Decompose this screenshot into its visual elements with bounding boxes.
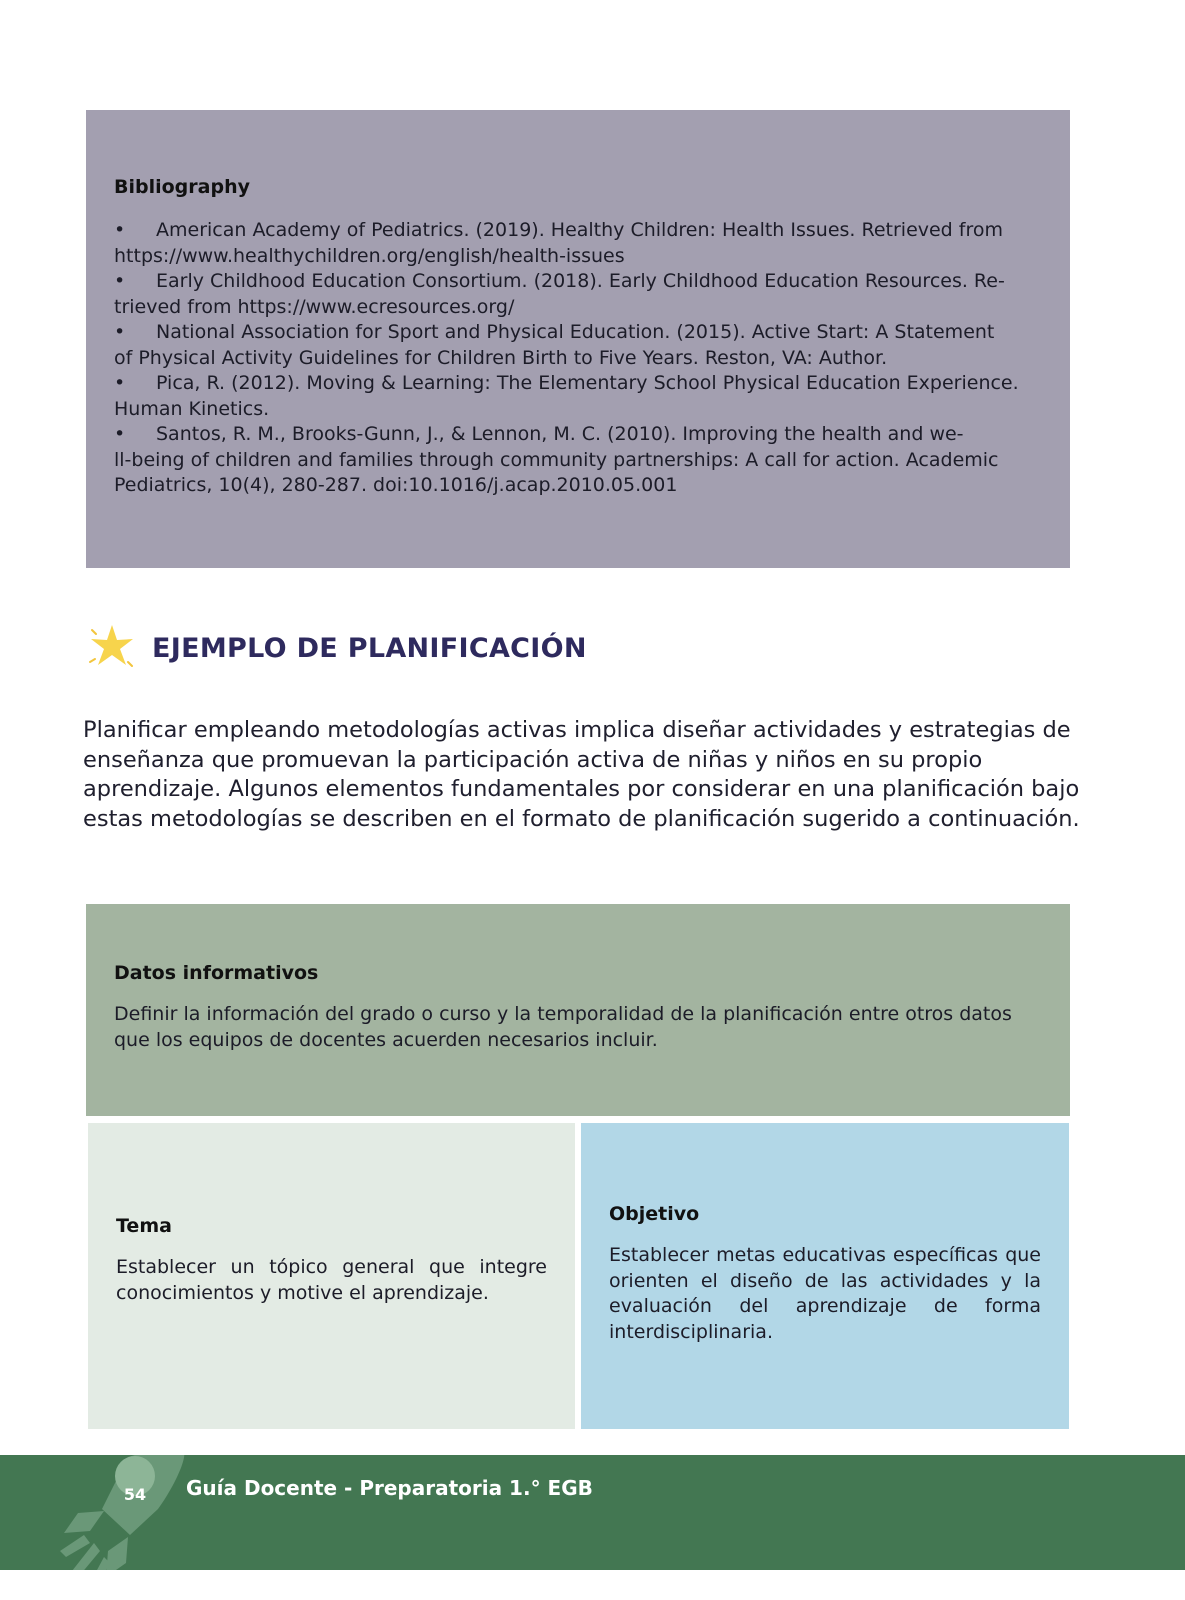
bullet: •	[114, 219, 126, 241]
tema-text: Establecer un tópico general que integre conocimientos y motive el aprendizaje.	[116, 1256, 547, 1304]
datos-text: Definir la información del grado o curso y la temporalidad de la planificación entre otros datos que los equipos de docentes acuerden necesarios incluir.	[114, 1003, 1012, 1051]
page-number: 54	[123, 1485, 147, 1504]
bullet: •	[114, 372, 126, 394]
bibliography-box	[86, 110, 1070, 568]
datos-informativos-box	[86, 904, 1070, 1116]
bullet: •	[114, 321, 126, 343]
bibliography-item: • Santos, R. M., Brooks-Gunn, J., & Lennon, M. C. (2010). Improving the health and we- ll-being of children and families through community partnerships: A call for action. Academic Pediatrics, 10(4), 280-287. doi:10.1016/j.acap.2010.05.001	[114, 423, 999, 496]
objetivo-text: Establecer metas educativas específicas que orienten el diseño de las actividades y la evaluación del aprendizaje de forma interdisciplinaria.	[609, 1244, 1041, 1343]
star-icon	[86, 622, 138, 674]
bibliography-item: • Pica, R. (2012). Moving & Learning: The Elementary School Physical Education Experience. Human Kinetics.	[114, 372, 1019, 420]
datos-title: Datos informativos	[114, 962, 319, 984]
tema-title: Tema	[116, 1215, 172, 1237]
bullet: •	[114, 423, 126, 445]
objetivo-title: Objetivo	[609, 1203, 700, 1225]
intro-paragraph: Planificar empleando metodologías activas implica diseñar actividades y estrategias de enseñanza que promuevan la participación activa de niñas y niños en su propio aprendizaje. Algunos elementos fundamentales por considerar en una planificación bajo estas metodologías se describen en el formato de planificación sugerido a continuación.	[83, 717, 1080, 832]
objetivo-box	[581, 1123, 1069, 1429]
section-title: EJEMPLO DE PLANIFICACIÓN	[152, 632, 587, 664]
guide-title: Guía Docente - Preparatoria 1.° EGB	[186, 1476, 593, 1500]
page-footer	[0, 1455, 1185, 1570]
rocket-icon	[50, 1455, 190, 1570]
bibliography-item: • American Academy of Pediatrics. (2019). Healthy Children: Health Issues. Retrieved from https://www.healthychildren.org/english/health-issues	[114, 219, 1004, 267]
bibliography-item: • Early Childhood Education Consortium. (2018). Early Childhood Education Resources. Re- trieved from https://www.ecresources.org/	[114, 270, 1005, 318]
bibliography-list	[114, 218, 1042, 499]
section-heading	[86, 620, 587, 676]
bibliography-item: • National Association for Sport and Physical Education. (2015). Active Start: A Statement of Physical Activity Guidelines for Children Birth to Five Years. Reston, VA: Author.	[114, 321, 995, 369]
bibliography-title: Bibliography	[114, 176, 250, 198]
tema-box	[88, 1123, 575, 1429]
bullet: •	[114, 270, 126, 292]
